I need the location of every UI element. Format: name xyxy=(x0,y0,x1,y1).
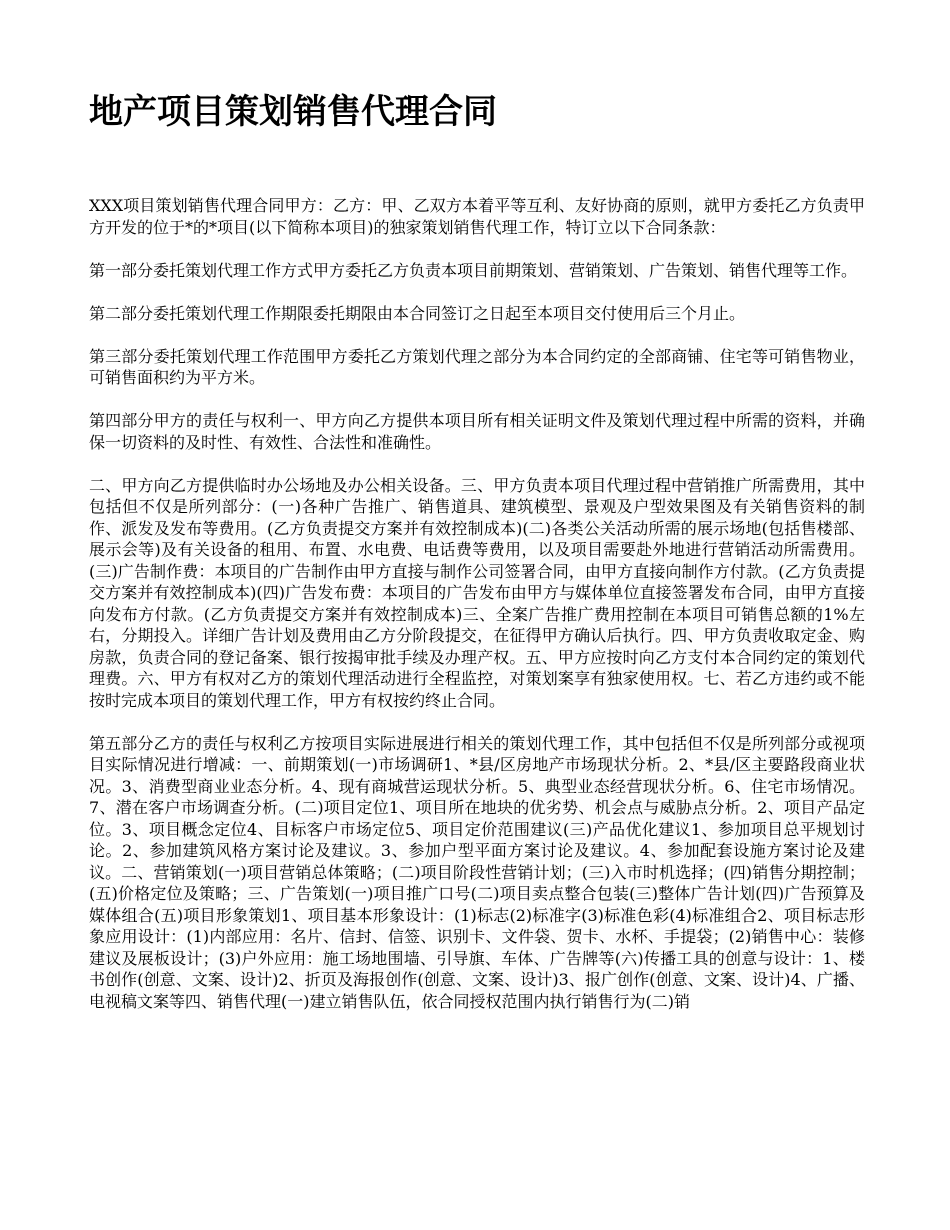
paragraph-part-3: 第三部分委托策划代理工作范围甲方委托乙方策划代理之部分为本合同约定的全部商铺、住宅等可销售物业，可销售面积约为平方米。 xyxy=(89,346,865,387)
paragraph-part-5: 第五部分乙方的责任与权利乙方按项目实际进展进行相关的策划代理工作，其中包括但不仅是所列部分或视项目实际情况进行增减：一、前期策划(一)市场调研1、*县/区房地产市场现状分析。2、*县/区主要路段商业状况。3、消费型商业业态分析。4、现有商城营运现状分析。5、典型业态经营现状分析。6、住宅市场情况。7、潜在客户市场调查分析。(二)项目定位1、项目所在地块的优劣势、机会点与威胁点分析。2、项目产品定位。3、项目概念定位4、目标客户市场定位5、项目定价范围建议(三)产品优化建议1、参加项目总平规划讨论。2、参加建筑风格方案讨论及建议。3、参加户型平面方案讨论及建议。4、参加配套设施方案讨论及建议。二、营销策划(一)项目营销总体策略；(二)项目阶段性营销计划；(三)入市时机选择；(四)销售分期控制；(五)价格定位及策略；三、广告策划(一)项目推广口号(二)项目卖点整合包装(三)整体广告计划(四)广告预算及媒体组合(五)项目形象策划1、项目基本形象设计：(1)标志(2)标准字(3)标准色彩(4)标准组合2、项目标志形象应用设计：(1)内部应用：名片、信封、信签、识别卡、文件袋、贺卡、水杯、手提袋；(2)销售中心：装修建议及展板设计；(3)户外应用：施工场地围墙、引导旗、车体、广告牌等(六)传播工具的创意与设计：1、楼书创作(创意、文案、设计)2、折页及海报创作(创意、文案、设计)3、报广创作(创意、文案、设计)4、广播、电视稿文案等四、销售代理(一)建立销售队伍，依合同授权范围内执行销售行为(二)销 xyxy=(89,733,865,1011)
paragraph-part-1: 第一部分委托策划代理工作方式甲方委托乙方负责本项目前期策划、营销策划、广告策划、销售代理等工作。 xyxy=(89,260,858,280)
document-title: 地产项目策划销售代理合同 xyxy=(89,92,497,132)
paragraph-part-4: 第四部分甲方的责任与权利一、甲方向乙方提供本项目所有相关证明文件及策划代理过程中所需的资料，并确保一切资料的及时性、有效性、合法性和准确性。 xyxy=(89,411,865,452)
document-body xyxy=(89,195,865,1034)
paragraph-part-4-continued: 二、甲方向乙方提供临时办公场地及办公相关设备。三、甲方负责本项目代理过程中营销推广所需费用，其中包括但不仅是所列部分：(一)各种广告推广、销售道具、建筑模型、景观及户型效果图及有关销售资料的制作、派发及发布等费用。(乙方负责提交方案并有效控制成本)(二)各类公关活动所需的展示场地(包括售楼部、展示会等)及有关设备的租用、布置、水电费、电话费等费用，以及项目需要赴外地进行营销活动所需费用。(三)广告制作费：本项目的广告制作由甲方直接与制作公司签署合同，由甲方直接向制作方付款。(乙方负责提交方案并有效控制成本)(四)广告发布费：本项目的广告发布由甲方与媒体单位直接签署发布合同，由甲方直接向发布方付款。(乙方负责提交方案并有效控制成本)三、全案广告推广费用控制在本项目可销售总额的1%左右，分期投入。详细广告计划及费用由乙方分阶段提交，在征得甲方确认后执行。四、甲方负责收取定金、购房款，负责合同的登记备案、银行按揭审批手续及办理产权。五、甲方应按时向乙方支付本合同约定的策划代理费。六、甲方有权对乙方的策划代理活动进行全程监控，对策划案享有独家使用权。七、若乙方违约或不能按时完成本项目的策划代理工作，甲方有权按约终止合同。 xyxy=(89,475,865,710)
paragraph-preamble: XXX项目策划销售代理合同甲方：乙方：甲、乙双方本着平等互利、友好协商的原则，就甲方委托乙方负责甲方开发的位于*的*项目(以下简称本项目)的独家策划销售代理工作，特订立以下合同条款： xyxy=(89,196,865,237)
paragraph-part-2: 第二部分委托策划代理工作期限委托期限由本合同签订之日起至本项目交付使用后三个月止。 xyxy=(89,303,746,323)
